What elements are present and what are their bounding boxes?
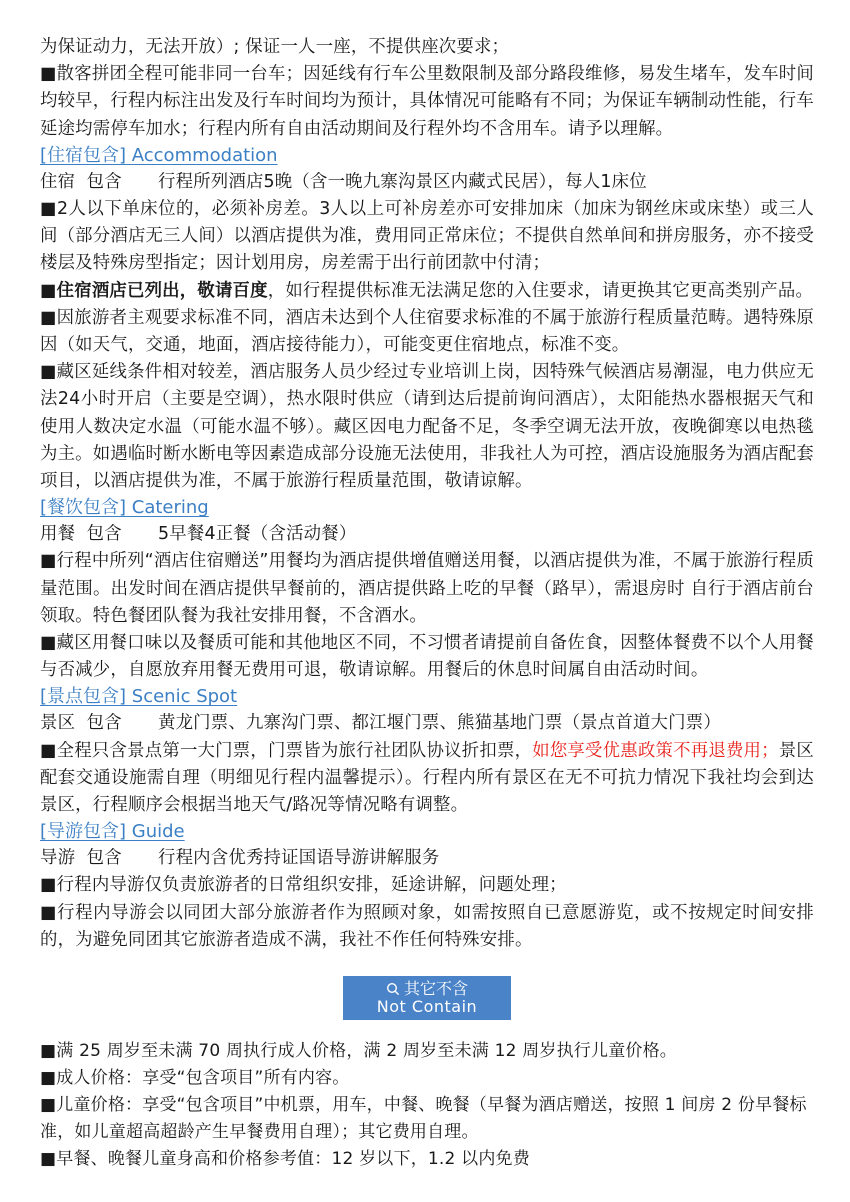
catering-paragraph-2: ■藏区用餐口味以及餐质可能和其他地区不同，不习惯者请提前自备佐食，因整体餐费不以个人用餐与否减少，自愿放弃用餐无费用可退，敬请谅解。用餐后的休息时间属自由活动时间。 <box>40 633 814 681</box>
accommodation-paragraph-1: ■2人以下单床位的，必须补房差。3人以上可补房差亦可安排加床（加床为钢丝床或床垫）或三人间（部分酒店无三人间）以酒店提供为准，费用同正常床位；不提供自然单间和拼房服务，亦不接受楼层及特殊房型指定；因计划用房，房差需于出行前团款中付清； <box>40 199 814 274</box>
scenic-value: 黄龙门票、九寨沟门票、都江堰门票、熊猫基地门票（景点首道大门票） <box>158 713 721 734</box>
not-contain-badge-wrap <box>40 976 814 1020</box>
not-contain-paragraph-4: ■早餐、晚餐儿童身高和价格参考值：12 岁以下，1.2 以内免费 <box>40 1149 530 1170</box>
not-contain-paragraph-2: ■成人价格：享受“包含项目”所有内容。 <box>40 1068 350 1089</box>
guide-paragraph-2: ■行程内导游会以同团大部分旅游者作为照顾对象，如需按照自已意愿游览，或不按规定时间安排的，为避免同团其它旅游者造成不满，我社不作任何特殊安排。 <box>40 902 814 950</box>
intro-paragraph: ■散客拼团全程可能非同一台车；因延线有行车公里数限制及部分路段维修，易发生堵车，发车时间均较早，行程内标注出发及行车时间均为预计，具体情况可能略有不同；为保证车辆制动性能，行车延途均需停车加水；行程内所有自由活动期间及行程外均不含用车。请予以理解。 <box>40 64 814 139</box>
section-title-catering: [餐饮包含] Catering <box>40 497 209 519</box>
not-contain-paragraph-1: ■满 25 周岁至未满 70 周执行成人价格，满 2 周岁至未满 12 周岁执行儿童价格。 <box>40 1041 678 1062</box>
section-title-guide: [导游包含] Guide <box>40 821 185 843</box>
catering-label: 用餐 包含 <box>40 524 122 545</box>
section-title-scenic: [景点包含] Scenic Spot <box>40 686 238 708</box>
accommodation-paragraph-2-rest: ，如行程提供标准无法满足您的入住要求，请更换其它更高类别产品。 <box>267 280 814 301</box>
not-contain-cn: 其它不含 <box>403 979 468 999</box>
not-contain-paragraph-3: ■儿童价格：享受“包含项目”中机票，用车，中餐、晚餐（早餐为酒店赠送，按照 1 间房 2 份早餐标准，如儿童超高超龄产生早餐费用自理）；其它费用自理。 <box>40 1095 807 1143</box>
not-contain-badge <box>343 976 511 1020</box>
not-contain-en: Not Contain <box>376 997 478 1017</box>
scenic-label: 景区 包含 <box>40 713 122 734</box>
guide-label: 导游 包含 <box>40 848 122 869</box>
guide-paragraph-1: ■行程内导游仅负责旅游者的日常组织安排，延途讲解，问题处理； <box>40 875 567 896</box>
search-icon <box>386 982 400 996</box>
scenic-row <box>40 710 814 737</box>
scenic-text-b: 景区配套交通设施需自理（明细见行程内温馨提示）。行程内所有景区在无不可抗力情况下我社均会到达景区，行程顺序会根据当地天气/路况等情况略有调整。 <box>40 740 814 816</box>
accommodation-paragraph-4: ■藏区延线条件相对较差，酒店服务人员少经过专业培训上岗，因特殊气候酒店易潮湿，电力供应无法24小时开启（主要是空调），热水限时供应（请到达后提前询问酒店），太阳能热水器根据天气和使用人数决定水温（可能水温不够）。藏区因电力配备不足，冬季空调无法开放，夜晚御寒以电热毯为主。如遇临时断水断电等因素造成部分设施无法使用，非我社人为可控，酒店设施服务为酒店配套项目，以酒店提供为准，不属于旅游行程质量范围，敬请谅解。 <box>40 362 814 492</box>
accommodation-row <box>40 169 814 196</box>
catering-row <box>40 521 814 548</box>
guide-value: 行程内含优秀持证国语导游讲解服务 <box>158 848 440 869</box>
intro-line: 为保证动力，无法开放）; 保证一人一座，不提供座次要求； <box>40 37 510 57</box>
not-contain-title <box>386 980 468 998</box>
section-title-accommodation: [住宿包含] Accommodation <box>40 144 278 166</box>
scenic-text-a: ■全程只含景点第一大门票，门票皆为旅行社团队协议折扣票， <box>40 740 533 761</box>
accommodation-paragraph-3: ■因旅游者主观要求标准不同，酒店未达到个人住宿要求标准的不属于旅游行程质量范畴。遇特殊原因（如天气，交通，地面，酒店接待能力），可能变更住宿地点，标准不变。 <box>40 307 814 356</box>
catering-paragraph-1: ■行程中所列“酒店住宿赠送”用餐均为酒店提供增值赠送用餐，以酒店提供为准，不属于旅游行程质量范围。出发时间在酒店提供早餐前的，酒店提供路上吃的早餐（路早），需退房时 自行于酒店前台领取。特色餐团队餐为我社安排用餐，不含酒水。 <box>40 551 814 626</box>
accommodation-paragraph-2 <box>40 278 814 305</box>
catering-value: 5早餐4正餐（含活动餐） <box>158 524 357 545</box>
accommodation-bold-text: ■住宿酒店已列出，敬请百度 <box>40 280 268 301</box>
guide-row <box>40 845 814 872</box>
scenic-paragraph-1 <box>40 738 814 820</box>
accommodation-value: 行程所列酒店5晚（含一晚九寨沟景区内藏式民居），每人1床位 <box>158 171 647 192</box>
accommodation-label: 住宿 包含 <box>40 171 122 192</box>
scenic-warning-text: 如您享受优惠政策不再退费用； <box>532 740 779 761</box>
